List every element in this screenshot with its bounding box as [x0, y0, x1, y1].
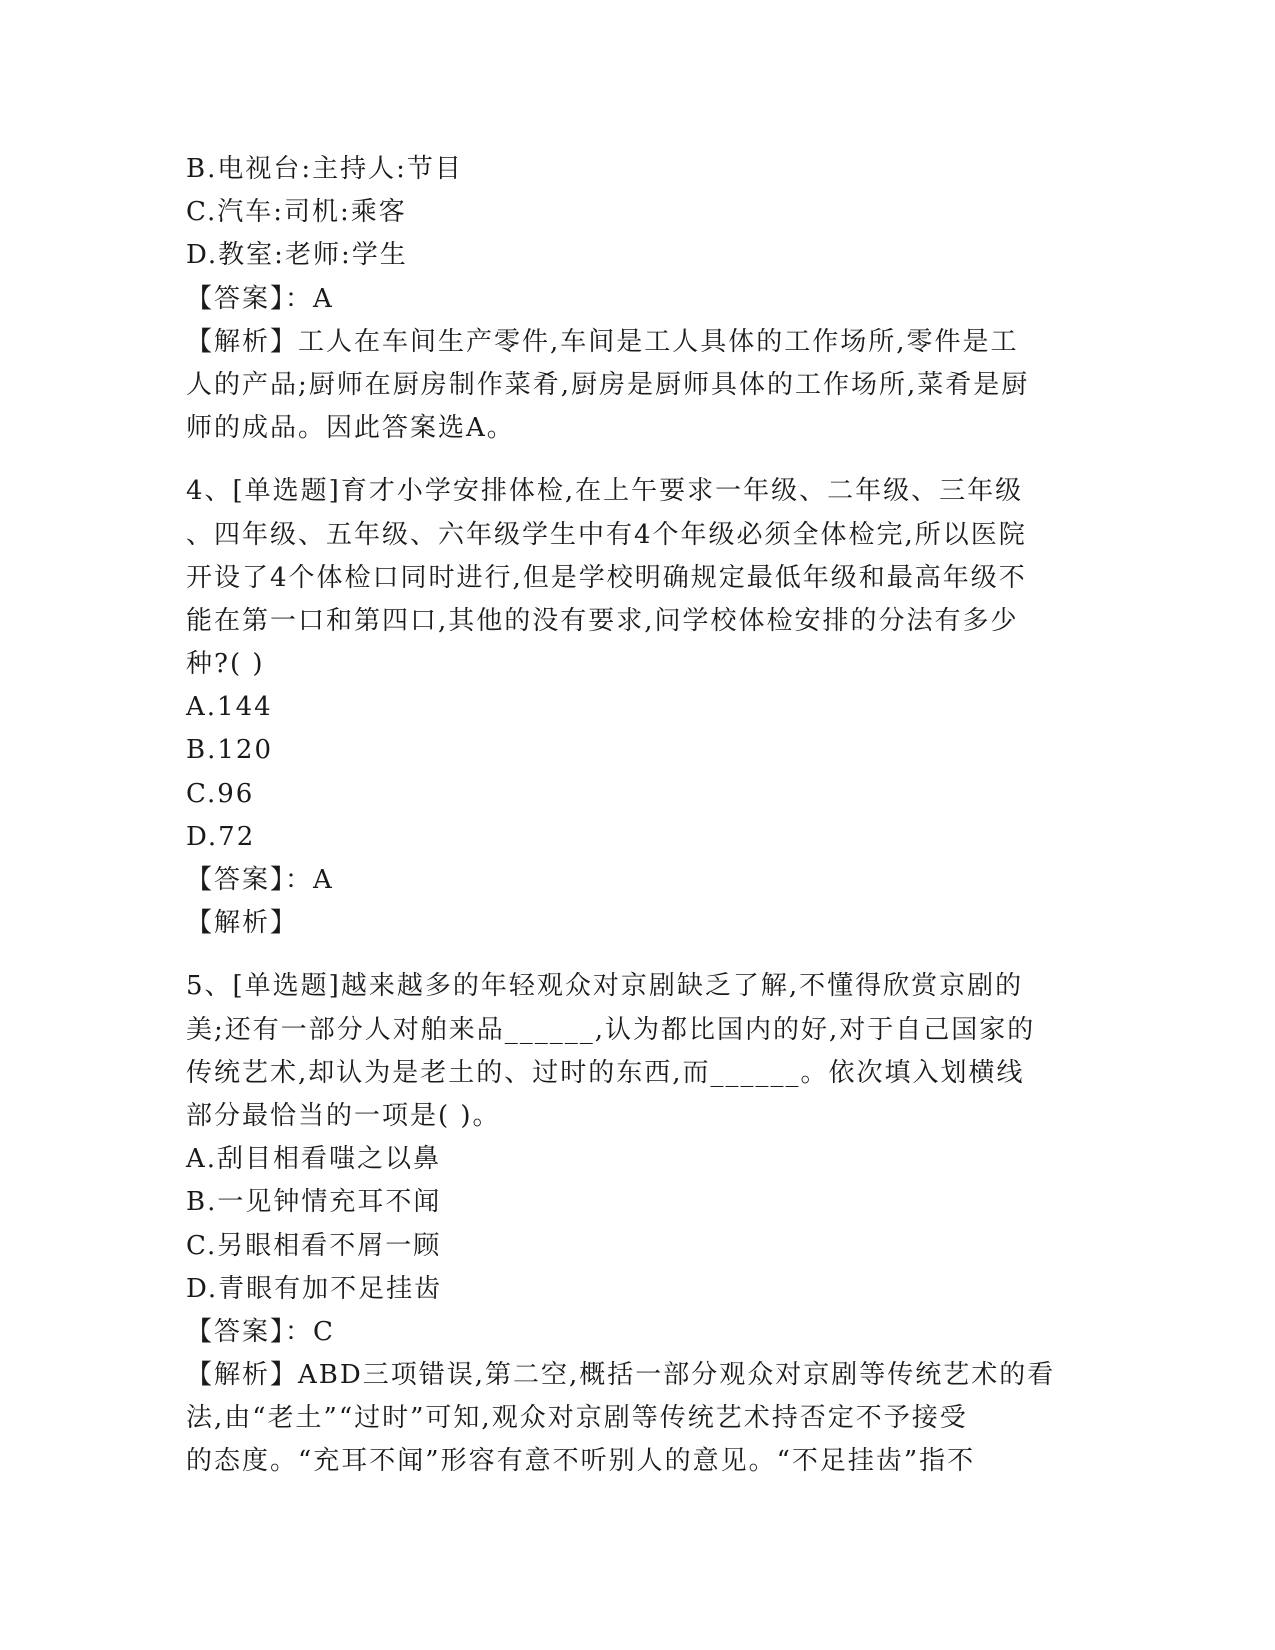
- analysis-line: 法,由“老土”“过时”可知,观众对京剧等传统艺术持否定不予接受: [186, 1403, 968, 1434]
- question-stem-line: 5、[单选题]越来越多的年轻观众对京剧缺乏了解,不懂得欣赏京剧的: [186, 971, 1024, 1002]
- question-stem-line: 美;还有一部分人对舶来品______,认为都比国内的好,对于自己国家的: [186, 1014, 1036, 1045]
- question-stem-line: 4、[单选题]育才小学安排体检,在上午要求一年级、二年级、三年级: [186, 476, 1024, 507]
- analysis-line: 【解析】工人在车间生产零件,车间是工人具体的工作场所,零件是工: [186, 326, 1019, 357]
- option-c: C.汽车:司机:乘客: [186, 197, 407, 228]
- option-d: D.72: [186, 821, 256, 852]
- question-stem-line: 、四年级、五年级、六年级学生中有4个年级必须全体检完,所以医院: [186, 519, 1027, 550]
- answer-line: 【答案】：A: [186, 865, 334, 895]
- question-stem-line: 开设了4个体检口同时进行,但是学校明确规定最低年级和最高年级不: [186, 562, 1027, 593]
- option-d: D.青眼有加不足挂齿: [186, 1273, 443, 1304]
- answer-line: 【答案】：C: [186, 1316, 335, 1347]
- analysis-line: 人的产品;厨师在厨房制作菜肴,厨房是厨师具体的工作场所,菜肴是厨: [186, 369, 1030, 400]
- question-5-block: [186, 965, 1086, 1483]
- option-c: C.另眼相看不屑一顾: [186, 1230, 442, 1261]
- analysis-line: 的态度。“充耳不闻”形容有意不听别人的意见。“不足挂齿”指不: [186, 1446, 976, 1477]
- answer-line: 【答案】：A: [186, 283, 334, 314]
- analysis-line: 【解析】: [186, 908, 299, 939]
- option-c: C.96: [186, 778, 255, 809]
- question-stem-line: 传统艺术,却认为是老土的、过时的东西,而______。依次填入划横线: [186, 1057, 1025, 1088]
- question-4-block: [186, 470, 1086, 945]
- question-stem-line: 能在第一口和第四口,其他的没有要求,问学校体检安排的分法有多少: [186, 605, 1019, 636]
- previous-question-block: [186, 148, 1086, 450]
- option-b: B.120: [186, 735, 273, 766]
- document-page: [186, 148, 1086, 1484]
- option-b: B.一见钟情充耳不闻: [186, 1187, 442, 1218]
- option-a: A.刮目相看嗤之以鼻: [186, 1144, 442, 1175]
- question-stem-line: 部分最恰当的一项是( )。: [186, 1100, 501, 1131]
- option-d: D.教室:老师:学生: [186, 240, 408, 271]
- analysis-line: 师的成品。因此答案选A。: [186, 413, 515, 444]
- analysis-line: 【解析】ABD三项错误,第二空,概括一部分观众对京剧等传统艺术的看: [186, 1360, 1056, 1391]
- spacer: [186, 945, 1086, 965]
- option-a: A.144: [186, 692, 273, 723]
- spacer: [186, 450, 1086, 470]
- question-stem-line: 种?( ): [186, 649, 265, 680]
- option-b: B.电视台:主持人:节目: [186, 154, 463, 184]
